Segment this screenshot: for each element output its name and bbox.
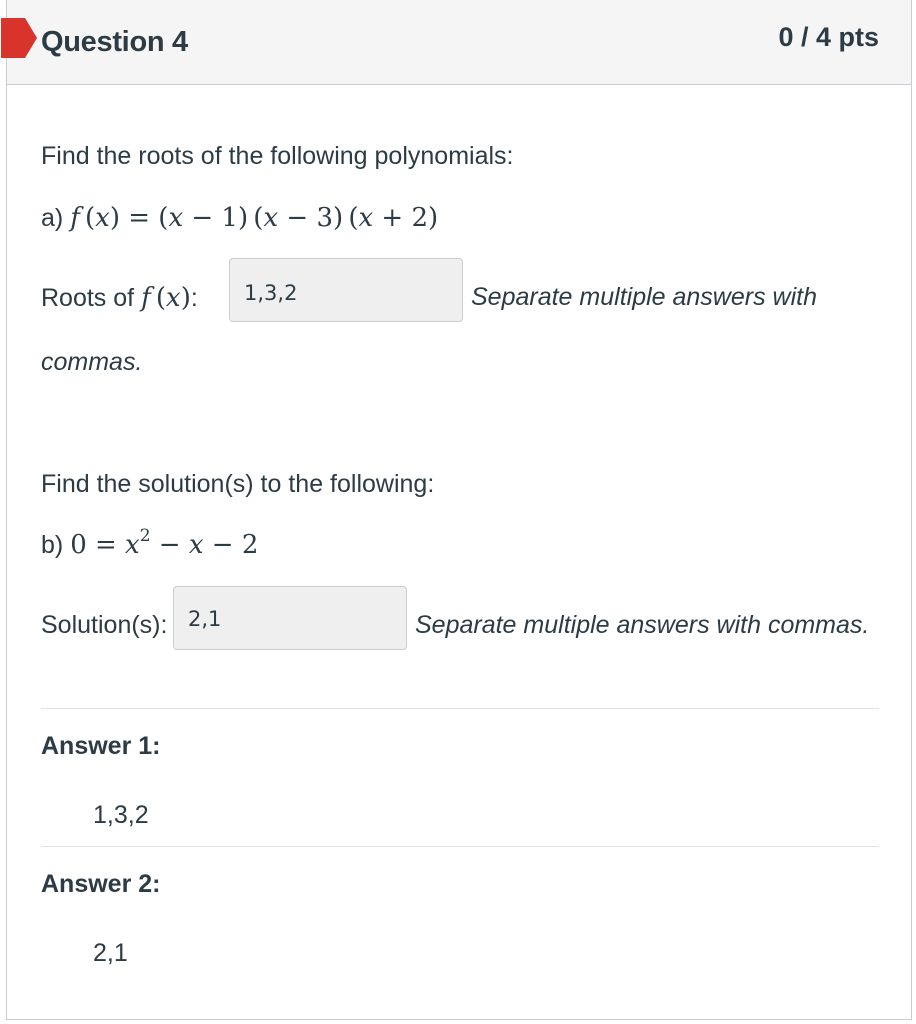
part-b-math: $0 = x^2 - x - 2$ — [70, 526, 259, 560]
part-a-equation — [41, 203, 438, 233]
incorrect-flag-icon — [1, 18, 37, 58]
answer-1-label: Answer 1: — [41, 732, 161, 760]
question-card — [6, 0, 912, 1020]
answer-2-label: Answer 2: — [41, 870, 161, 898]
part-b-hint: Separate multiple answers with commas. — [415, 611, 870, 639]
answer-1-value: 1,3,2 — [93, 801, 149, 829]
part-b-label: b) — [41, 531, 64, 559]
answer-divider — [41, 846, 879, 847]
part-a-field-label-text: Roots of — [41, 284, 135, 312]
part-a-prompt: Find the roots of the following polynomials: — [41, 142, 514, 170]
part-b-field-label: Solution(s): — [41, 611, 168, 639]
question-title: Question 4 — [41, 26, 188, 58]
part-b-answer-box[interactable]: 2,1 — [173, 586, 407, 650]
question-score: 0 / 4 pts — [778, 22, 879, 52]
part-a-answer-box[interactable]: 1,3,2 — [229, 258, 463, 322]
part-a-label: a) — [41, 204, 64, 232]
answer-2-value: 2,1 — [93, 939, 128, 967]
part-a-field-label — [41, 283, 198, 313]
part-a-field-math: f (x) — [141, 283, 191, 313]
part-a-hint: Separate multiple answers with — [471, 283, 817, 311]
part-b-prompt: Find the solution(s) to the following: — [41, 470, 435, 498]
question-header — [7, 0, 911, 85]
part-b-equation — [41, 526, 259, 560]
part-a-math: f (x) = (x − 1) (x − 3) (x + 2) — [70, 203, 439, 233]
part-a-hint-continued: commas. — [41, 348, 143, 376]
part-a-field-colon: : — [190, 284, 198, 312]
answers-divider — [41, 708, 879, 709]
